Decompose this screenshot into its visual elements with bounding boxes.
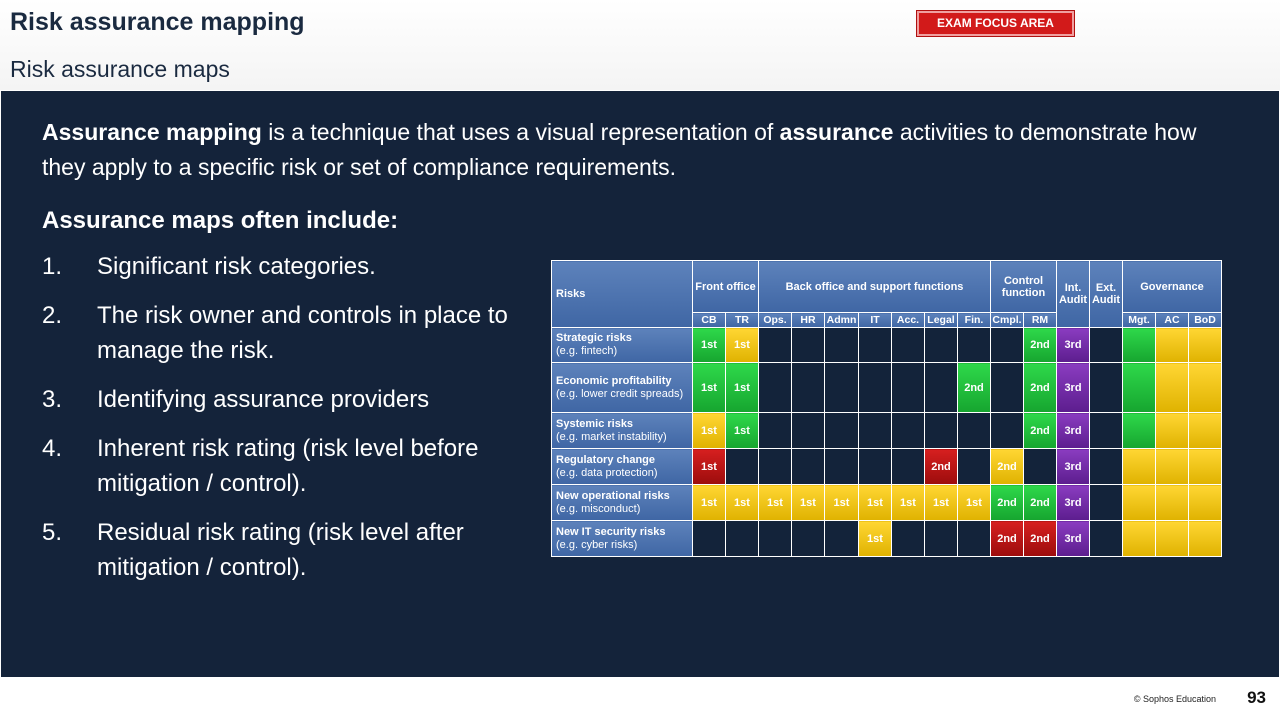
assurance-cell: 1st <box>693 363 726 413</box>
assurance-cell <box>1090 413 1123 449</box>
risk-example: (e.g. data protection) <box>556 466 658 479</box>
list-item-number: 1. <box>42 253 63 280</box>
assurance-cell <box>759 521 792 557</box>
assurance-cell: 1st <box>825 485 859 521</box>
subheader-cell: CB <box>693 313 726 328</box>
subheader-cell: Fin. <box>958 313 991 328</box>
risk-example: (e.g. lower credit spreads) <box>556 387 684 400</box>
slide-header <box>0 0 1280 90</box>
assurance-cell: 1st <box>693 485 726 521</box>
slide-subtitle: Risk assurance maps <box>10 56 230 82</box>
list-item <box>42 298 542 368</box>
assurance-map-list <box>42 249 542 599</box>
assurance-cell <box>825 521 859 557</box>
assurance-cell <box>792 521 825 557</box>
intro-text-2: activities to demonstrate how they apply to a specific risk or set of compliance requirements. <box>42 119 1197 180</box>
risk-name-cell <box>552 363 693 413</box>
assurance-cell <box>792 449 825 485</box>
assurance-cell <box>1156 521 1189 557</box>
subheader-cell: HR <box>792 313 825 328</box>
assurance-cell <box>1189 521 1222 557</box>
header-internal-audit: Int. Audit <box>1057 261 1090 328</box>
assurance-cell: 3rd <box>1057 328 1090 363</box>
assurance-cell <box>1123 413 1156 449</box>
subheader-cell: BoD <box>1189 313 1222 328</box>
assurance-cell <box>693 521 726 557</box>
assurance-cell <box>892 521 925 557</box>
assurance-map-table <box>551 260 1222 557</box>
assurance-cell: 1st <box>726 413 759 449</box>
assurance-cell <box>1123 449 1156 485</box>
risk-name-cell <box>552 328 693 363</box>
list-item <box>42 515 542 585</box>
assurance-cell: 1st <box>859 521 892 557</box>
list-item-text: The risk owner and controls in place to manage the risk. <box>97 302 508 364</box>
subheader-cell: Acc. <box>892 313 925 328</box>
assurance-cell: 1st <box>726 328 759 363</box>
list-item <box>42 249 542 284</box>
assurance-cell <box>892 363 925 413</box>
risk-name-cell <box>552 449 693 485</box>
risk-name: Strategic risks <box>556 332 632 344</box>
assurance-cell <box>1156 485 1189 521</box>
assurance-cell <box>1189 413 1222 449</box>
assurance-cell <box>859 363 892 413</box>
subheader-cell: Ops. <box>759 313 792 328</box>
assurance-cell <box>892 449 925 485</box>
assurance-cell: 1st <box>693 413 726 449</box>
subheader-cell: Cmpl. <box>992 314 1022 326</box>
assurance-cell <box>958 449 991 485</box>
subheader-cell: IT <box>859 313 892 328</box>
assurance-cell <box>792 363 825 413</box>
list-item-text: Inherent risk rating (risk level before mitigation / control). <box>97 435 479 497</box>
assurance-cell: 1st <box>925 485 958 521</box>
risk-name: New operational risks <box>556 489 670 502</box>
subheader-cell: Admn <box>825 313 859 328</box>
list-item <box>42 431 542 501</box>
risk-example: (e.g. cyber risks) <box>556 538 638 551</box>
intro-term-assurance-mapping: Assurance mapping <box>42 119 262 145</box>
list-item-text: Identifying assurance providers <box>97 386 430 413</box>
assurance-cell <box>925 328 958 363</box>
assurance-cell: 1st <box>693 328 726 363</box>
assurance-cell <box>991 363 1024 413</box>
assurance-cell <box>1024 449 1057 485</box>
assurance-cell <box>759 449 792 485</box>
risk-name: New IT security risks <box>556 525 666 538</box>
assurance-cell <box>991 328 1024 363</box>
intro-text-1: is a technique that uses a visual representation of <box>261 119 780 145</box>
header-risks: Risks <box>552 261 693 328</box>
assurance-cell: 3rd <box>1057 363 1090 413</box>
assurance-cell: 1st <box>726 485 759 521</box>
risk-example: (e.g. fintech) <box>556 345 618 357</box>
assurance-cell <box>792 328 825 363</box>
assurance-cell <box>1156 413 1189 449</box>
subheader-cell: TR <box>726 313 759 328</box>
assurance-cell <box>726 521 759 557</box>
page-number: 93 <box>1247 688 1266 707</box>
assurance-cell <box>825 328 859 363</box>
assurance-cell: 2nd <box>925 449 958 485</box>
intro-paragraph <box>42 115 1222 185</box>
header-external-audit: Ext. Audit <box>1090 261 1123 328</box>
assurance-cell: 2nd <box>1024 521 1057 557</box>
assurance-cell <box>726 449 759 485</box>
assurance-cell <box>1090 363 1123 413</box>
assurance-cell: 1st <box>726 363 759 413</box>
assurance-cell <box>991 413 1024 449</box>
intro-term-assurance: assurance <box>779 119 894 145</box>
assurance-cell: 1st <box>958 485 991 521</box>
assurance-cell: 1st <box>859 485 892 521</box>
table-row <box>552 328 1222 363</box>
assurance-cell: 2nd <box>1024 363 1057 413</box>
slide-footer <box>0 677 1280 720</box>
list-item-text: Residual risk rating (risk level after mitigation / control). <box>97 519 464 581</box>
assurance-cell <box>1090 521 1123 557</box>
table-row <box>552 521 1222 557</box>
subheader-cell: AC <box>1156 313 1189 328</box>
list-heading: Assurance maps often include: <box>42 207 399 234</box>
assurance-cell <box>925 521 958 557</box>
assurance-cell: 1st <box>693 449 726 485</box>
table-row <box>552 485 1222 521</box>
assurance-cell <box>1189 449 1222 485</box>
header-back-office: Back office and support functions <box>759 261 991 313</box>
assurance-cell: 3rd <box>1057 413 1090 449</box>
assurance-cell <box>825 449 859 485</box>
assurance-cell: 2nd <box>1024 328 1057 363</box>
slide-title: Risk assurance mapping <box>10 8 305 36</box>
assurance-cell: 1st <box>892 485 925 521</box>
assurance-cell <box>892 328 925 363</box>
assurance-cell: 2nd <box>958 363 991 413</box>
list-item-number: 5. <box>42 519 63 546</box>
assurance-cell <box>1189 328 1222 363</box>
assurance-cell: 2nd <box>1024 413 1057 449</box>
assurance-cell <box>1156 328 1189 363</box>
list-item-number: 4. <box>42 435 63 462</box>
risk-name-cell <box>552 521 693 557</box>
subheader-cell: Mgt. <box>1123 313 1156 328</box>
risk-name-cell <box>552 485 693 521</box>
assurance-cell <box>1123 485 1156 521</box>
assurance-cell <box>859 413 892 449</box>
assurance-cell <box>958 521 991 557</box>
assurance-cell <box>825 413 859 449</box>
assurance-cell: 1st <box>759 485 792 521</box>
assurance-cell <box>892 413 925 449</box>
assurance-cell <box>1090 449 1123 485</box>
assurance-cell: 2nd <box>991 449 1024 485</box>
table-row <box>552 449 1222 485</box>
risk-example: (e.g. market instability) <box>556 430 667 443</box>
exam-focus-badge: EXAM FOCUS AREA <box>917 11 1074 36</box>
header-governance: Governance <box>1123 261 1222 313</box>
list-item-text: Significant risk categories. <box>97 253 376 280</box>
risk-name: Systemic risks <box>556 417 634 430</box>
subheader-cell: RM <box>1024 313 1057 328</box>
assurance-cell <box>1156 363 1189 413</box>
assurance-cell <box>1123 328 1156 363</box>
assurance-cell: 1st <box>792 485 825 521</box>
assurance-cell <box>792 413 825 449</box>
assurance-cell: 3rd <box>1057 485 1090 521</box>
assurance-cell <box>1156 449 1189 485</box>
assurance-cell <box>958 413 991 449</box>
assurance-cell: 2nd <box>991 521 1024 557</box>
list-item-number: 2. <box>42 302 63 329</box>
assurance-cell: 3rd <box>1057 521 1090 557</box>
assurance-cell <box>759 363 792 413</box>
assurance-cell: 2nd <box>1024 485 1057 521</box>
risk-name: Economic profitability <box>556 374 672 387</box>
header-control-function: Control function <box>991 261 1057 313</box>
assurance-cell <box>1123 521 1156 557</box>
assurance-cell <box>925 363 958 413</box>
list-item <box>42 382 542 417</box>
assurance-cell <box>759 413 792 449</box>
assurance-cell <box>958 328 991 363</box>
assurance-cell <box>1189 485 1222 521</box>
header-front-office: Front office <box>693 261 759 313</box>
risk-name: Regulatory change <box>556 453 656 466</box>
assurance-cell <box>1123 363 1156 413</box>
assurance-cell <box>859 449 892 485</box>
list-item-number: 3. <box>42 386 63 413</box>
copyright-text: © Sophos Education <box>1133 694 1216 704</box>
risk-example: (e.g. misconduct) <box>556 502 641 515</box>
assurance-cell <box>1090 485 1123 521</box>
assurance-cell <box>1090 328 1123 363</box>
table-row <box>552 413 1222 449</box>
assurance-cell: 2nd <box>991 485 1024 521</box>
assurance-cell <box>759 328 792 363</box>
risk-name-cell <box>552 413 693 449</box>
assurance-cell <box>1189 363 1222 413</box>
subheader-cell: Legal <box>925 313 958 328</box>
assurance-cell: 3rd <box>1057 449 1090 485</box>
assurance-cell <box>859 328 892 363</box>
assurance-cell <box>825 363 859 413</box>
assurance-cell <box>925 413 958 449</box>
table-row <box>552 363 1222 413</box>
slide-body <box>1 91 1279 677</box>
